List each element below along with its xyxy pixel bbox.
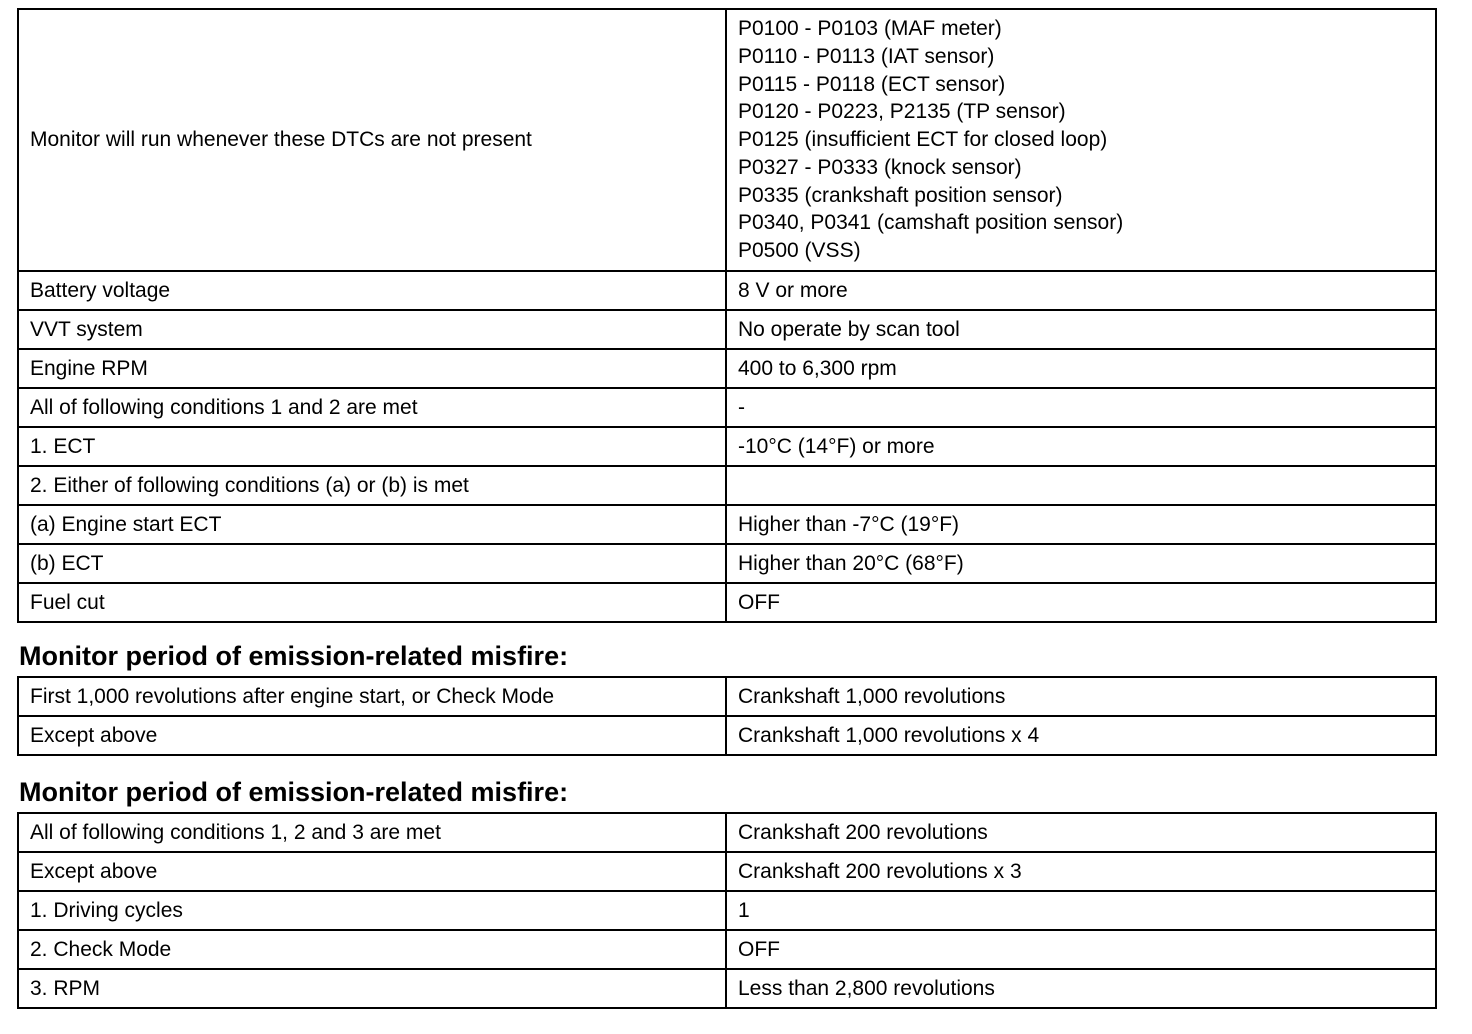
table-row [18, 544, 1436, 583]
dtc-item: P0120 - P0223, P2135 (TP sensor) [738, 100, 1066, 124]
dtc-item: P0340, P0341 (camshaft position sensor) [738, 211, 1124, 235]
period-label: Except above [18, 716, 726, 755]
period-label: 3. RPM [18, 969, 726, 1008]
table-row [18, 677, 1436, 716]
condition-label: Engine RPM [18, 349, 726, 388]
dtc-item: P0335 (crankshaft position sensor) [738, 183, 1063, 207]
table-row [18, 583, 1436, 622]
table-row [18, 388, 1436, 427]
period-value: Crankshaft 1,000 revolutions x 4 [726, 716, 1436, 755]
dtc-list [726, 9, 1436, 271]
section-heading: Monitor period of emission-related misfire: [19, 641, 569, 671]
dtc-item: P0327 - P0333 (knock sensor) [738, 155, 1022, 179]
table-row [18, 310, 1436, 349]
condition-value: Higher than -7°C (19°F) [726, 505, 1436, 544]
table-row [18, 9, 1436, 271]
period-label: 2. Check Mode [18, 930, 726, 969]
monitor-period-table-2 [17, 812, 1437, 1009]
condition-value: OFF [726, 583, 1436, 622]
condition-label: 1. ECT [18, 427, 726, 466]
period-label: Except above [18, 852, 726, 891]
condition-label: Battery voltage [18, 271, 726, 310]
table-row [18, 969, 1436, 1008]
period-label: First 1,000 revolutions after engine start, or Check Mode [18, 677, 726, 716]
period-value: Crankshaft 200 revolutions [726, 813, 1436, 852]
dtc-item: P0500 (VSS) [738, 239, 861, 263]
condition-value [726, 466, 1436, 505]
table-row [18, 349, 1436, 388]
table-row [18, 271, 1436, 310]
condition-value: -10°C (14°F) or more [726, 427, 1436, 466]
table-row [18, 505, 1436, 544]
table-row [18, 466, 1436, 505]
table-row [18, 813, 1436, 852]
condition-label: Fuel cut [18, 583, 726, 622]
period-value: Crankshaft 1,000 revolutions [726, 677, 1436, 716]
dtc-item: P0115 - P0118 (ECT sensor) [738, 72, 1006, 96]
monitor-conditions-table [17, 8, 1437, 623]
table-row [18, 930, 1436, 969]
period-label: All of following conditions 1, 2 and 3 are met [18, 813, 726, 852]
condition-value: 400 to 6,300 rpm [726, 349, 1436, 388]
condition-label: Monitor will run whenever these DTCs are not present [18, 9, 726, 271]
period-value: OFF [726, 930, 1436, 969]
condition-label: (a) Engine start ECT [18, 505, 726, 544]
condition-label: 2. Either of following conditions (a) or (b) is met [18, 466, 726, 505]
condition-value: - [726, 388, 1436, 427]
condition-label: VVT system [18, 310, 726, 349]
table-row [18, 427, 1436, 466]
period-value: Crankshaft 200 revolutions x 3 [726, 852, 1436, 891]
condition-label: All of following conditions 1 and 2 are met [18, 388, 726, 427]
monitor-period-table-1 [17, 676, 1437, 756]
dtc-item: P0100 - P0103 (MAF meter) [738, 16, 1002, 40]
period-label: 1. Driving cycles [18, 891, 726, 930]
table-row [18, 852, 1436, 891]
table-row [18, 891, 1436, 930]
dtc-item: P0110 - P0113 (IAT sensor) [738, 44, 995, 68]
period-value: Less than 2,800 revolutions [726, 969, 1436, 1008]
condition-label: (b) ECT [18, 544, 726, 583]
section-heading: Monitor period of emission-related misfire: [19, 777, 569, 807]
period-value: 1 [726, 891, 1436, 930]
table-row [18, 716, 1436, 755]
condition-value: No operate by scan tool [726, 310, 1436, 349]
condition-value: Higher than 20°C (68°F) [726, 544, 1436, 583]
condition-value: 8 V or more [726, 271, 1436, 310]
dtc-item: P0125 (insufficient ECT for closed loop) [738, 128, 1108, 152]
